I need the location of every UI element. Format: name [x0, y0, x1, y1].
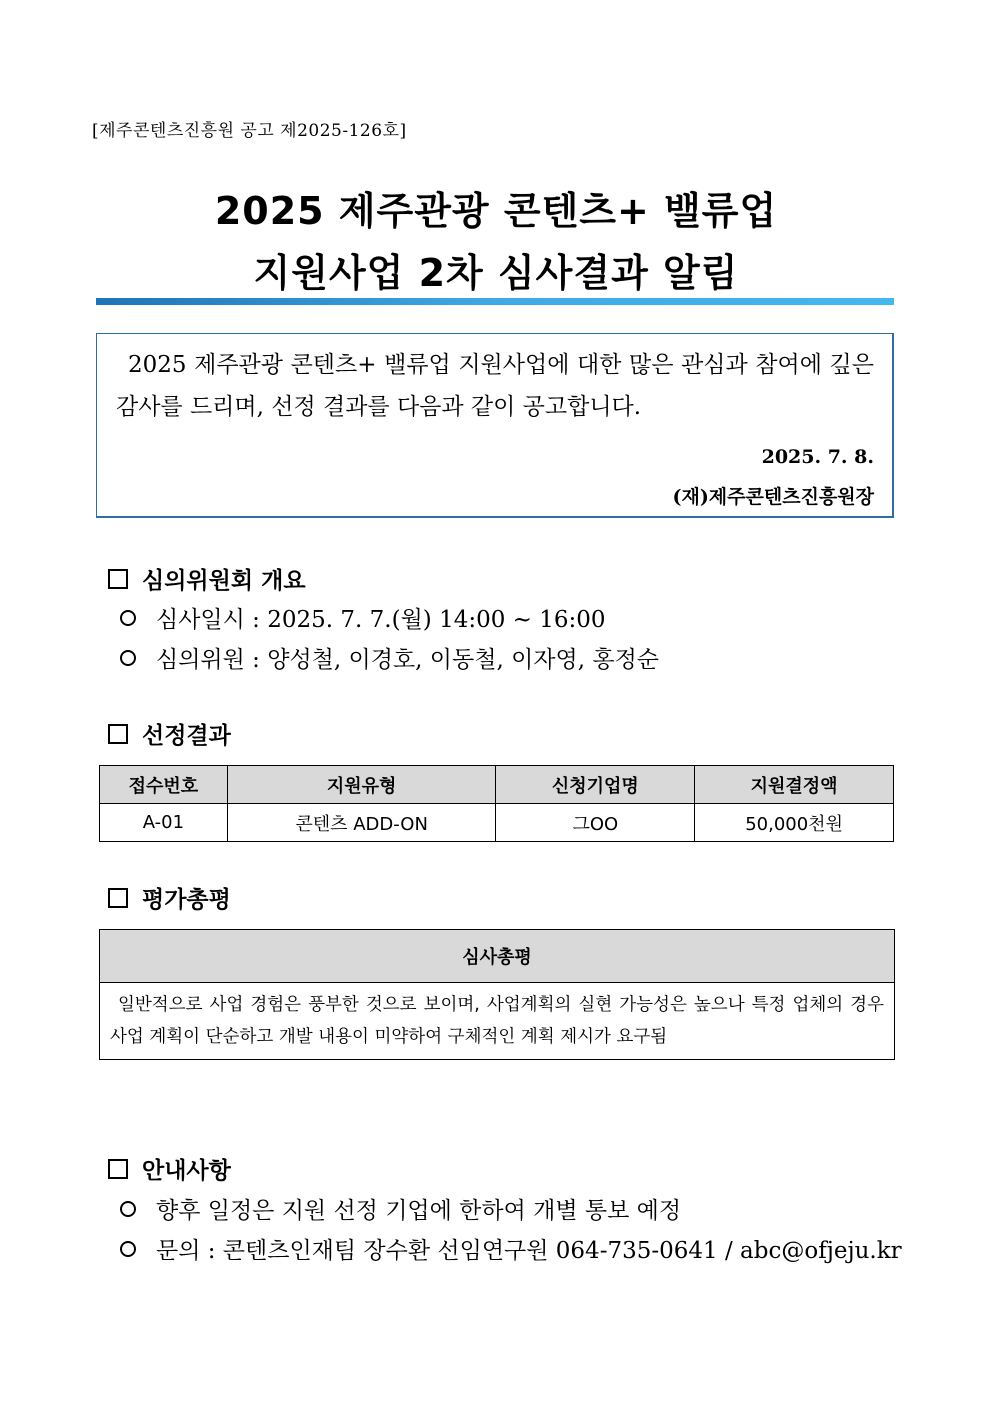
checkbox-square-icon [108, 888, 128, 908]
guide-contact-text: 문의 : 콘텐츠인재팀 장수환 선임연구원 064-735-0641 / abc@ofjeju.kr [156, 1238, 902, 1264]
guide-item-contact [120, 1232, 902, 1265]
table-row [100, 983, 895, 1060]
table-cell: 콘텐츠 ADD-ON [227, 804, 496, 842]
document-title-line2: 지원사업 2차 심사결과 알림 [253, 251, 739, 295]
results-table [99, 765, 894, 842]
column-header: 지원유형 [227, 766, 496, 804]
circle-bullet-icon [120, 650, 136, 666]
section-committee-heading [108, 562, 306, 595]
intro-box [96, 333, 894, 518]
title-underline-bar [96, 298, 894, 305]
section-title: 심의위원회 개요 [142, 567, 306, 594]
section-guide-heading [108, 1152, 231, 1185]
guide-schedule-text: 향후 일정은 지원 선정 기업에 한하여 개별 통보 예정 [156, 1198, 682, 1224]
announcement-date: 2025. 7. 8. [761, 446, 874, 468]
document-title-line1: 2025 제주관광 콘텐츠+ 밸류업 [214, 189, 778, 233]
committee-date-item [120, 601, 606, 634]
column-header: 신청기업명 [496, 766, 695, 804]
notice-number: [제주콘텐츠진흥원 공고 제2025-126호] [92, 121, 407, 141]
table-cell: A-01 [100, 804, 228, 842]
table-cell: 50,000천원 [695, 804, 894, 842]
evaluation-body: 일반적으로 사업 경험은 풍부한 것으로 보이며, 사업계획의 실현 가능성은 높으나 특정 업체의 경우 사업 계획이 단순하고 개발 내용이 미약하여 구체적인 계획 제시가 요구됨 [100, 983, 895, 1060]
section-results-heading [108, 717, 231, 750]
section-title: 평가총평 [142, 886, 231, 913]
checkbox-square-icon [108, 1159, 128, 1179]
circle-bullet-icon [120, 1241, 136, 1257]
section-title: 선정결과 [142, 722, 231, 749]
table-cell: 그OO [496, 804, 695, 842]
circle-bullet-icon [120, 1201, 136, 1217]
column-header: 접수번호 [100, 766, 228, 804]
committee-members-item [120, 641, 659, 674]
checkbox-square-icon [108, 724, 128, 744]
section-evaluation-heading [108, 881, 231, 914]
committee-date-text: 심사일시 : 2025. 7. 7.(월) 14:00 ~ 16:00 [156, 607, 606, 633]
circle-bullet-icon [120, 610, 136, 626]
guide-item-schedule [120, 1192, 681, 1225]
column-header: 지원결정액 [695, 766, 894, 804]
table-row [100, 804, 894, 842]
checkbox-square-icon [108, 569, 128, 589]
committee-members-text: 심의위원 : 양성철, 이경호, 이동철, 이자영, 홍정순 [156, 647, 660, 673]
evaluation-table [99, 929, 895, 1060]
column-header: 심사총평 [100, 930, 895, 983]
table-header-row [100, 766, 894, 804]
table-header-row [100, 930, 895, 983]
section-title: 안내사항 [142, 1157, 231, 1184]
issuer-signature: (재)제주콘텐츠진흥원장 [672, 486, 874, 508]
intro-text: 2025 제주관광 콘텐츠+ 밸류업 지원사업에 대한 많은 관심과 참여에 깊은 감사를 드리며, 선정 결과를 다음과 같이 공고합니다. [116, 352, 874, 420]
